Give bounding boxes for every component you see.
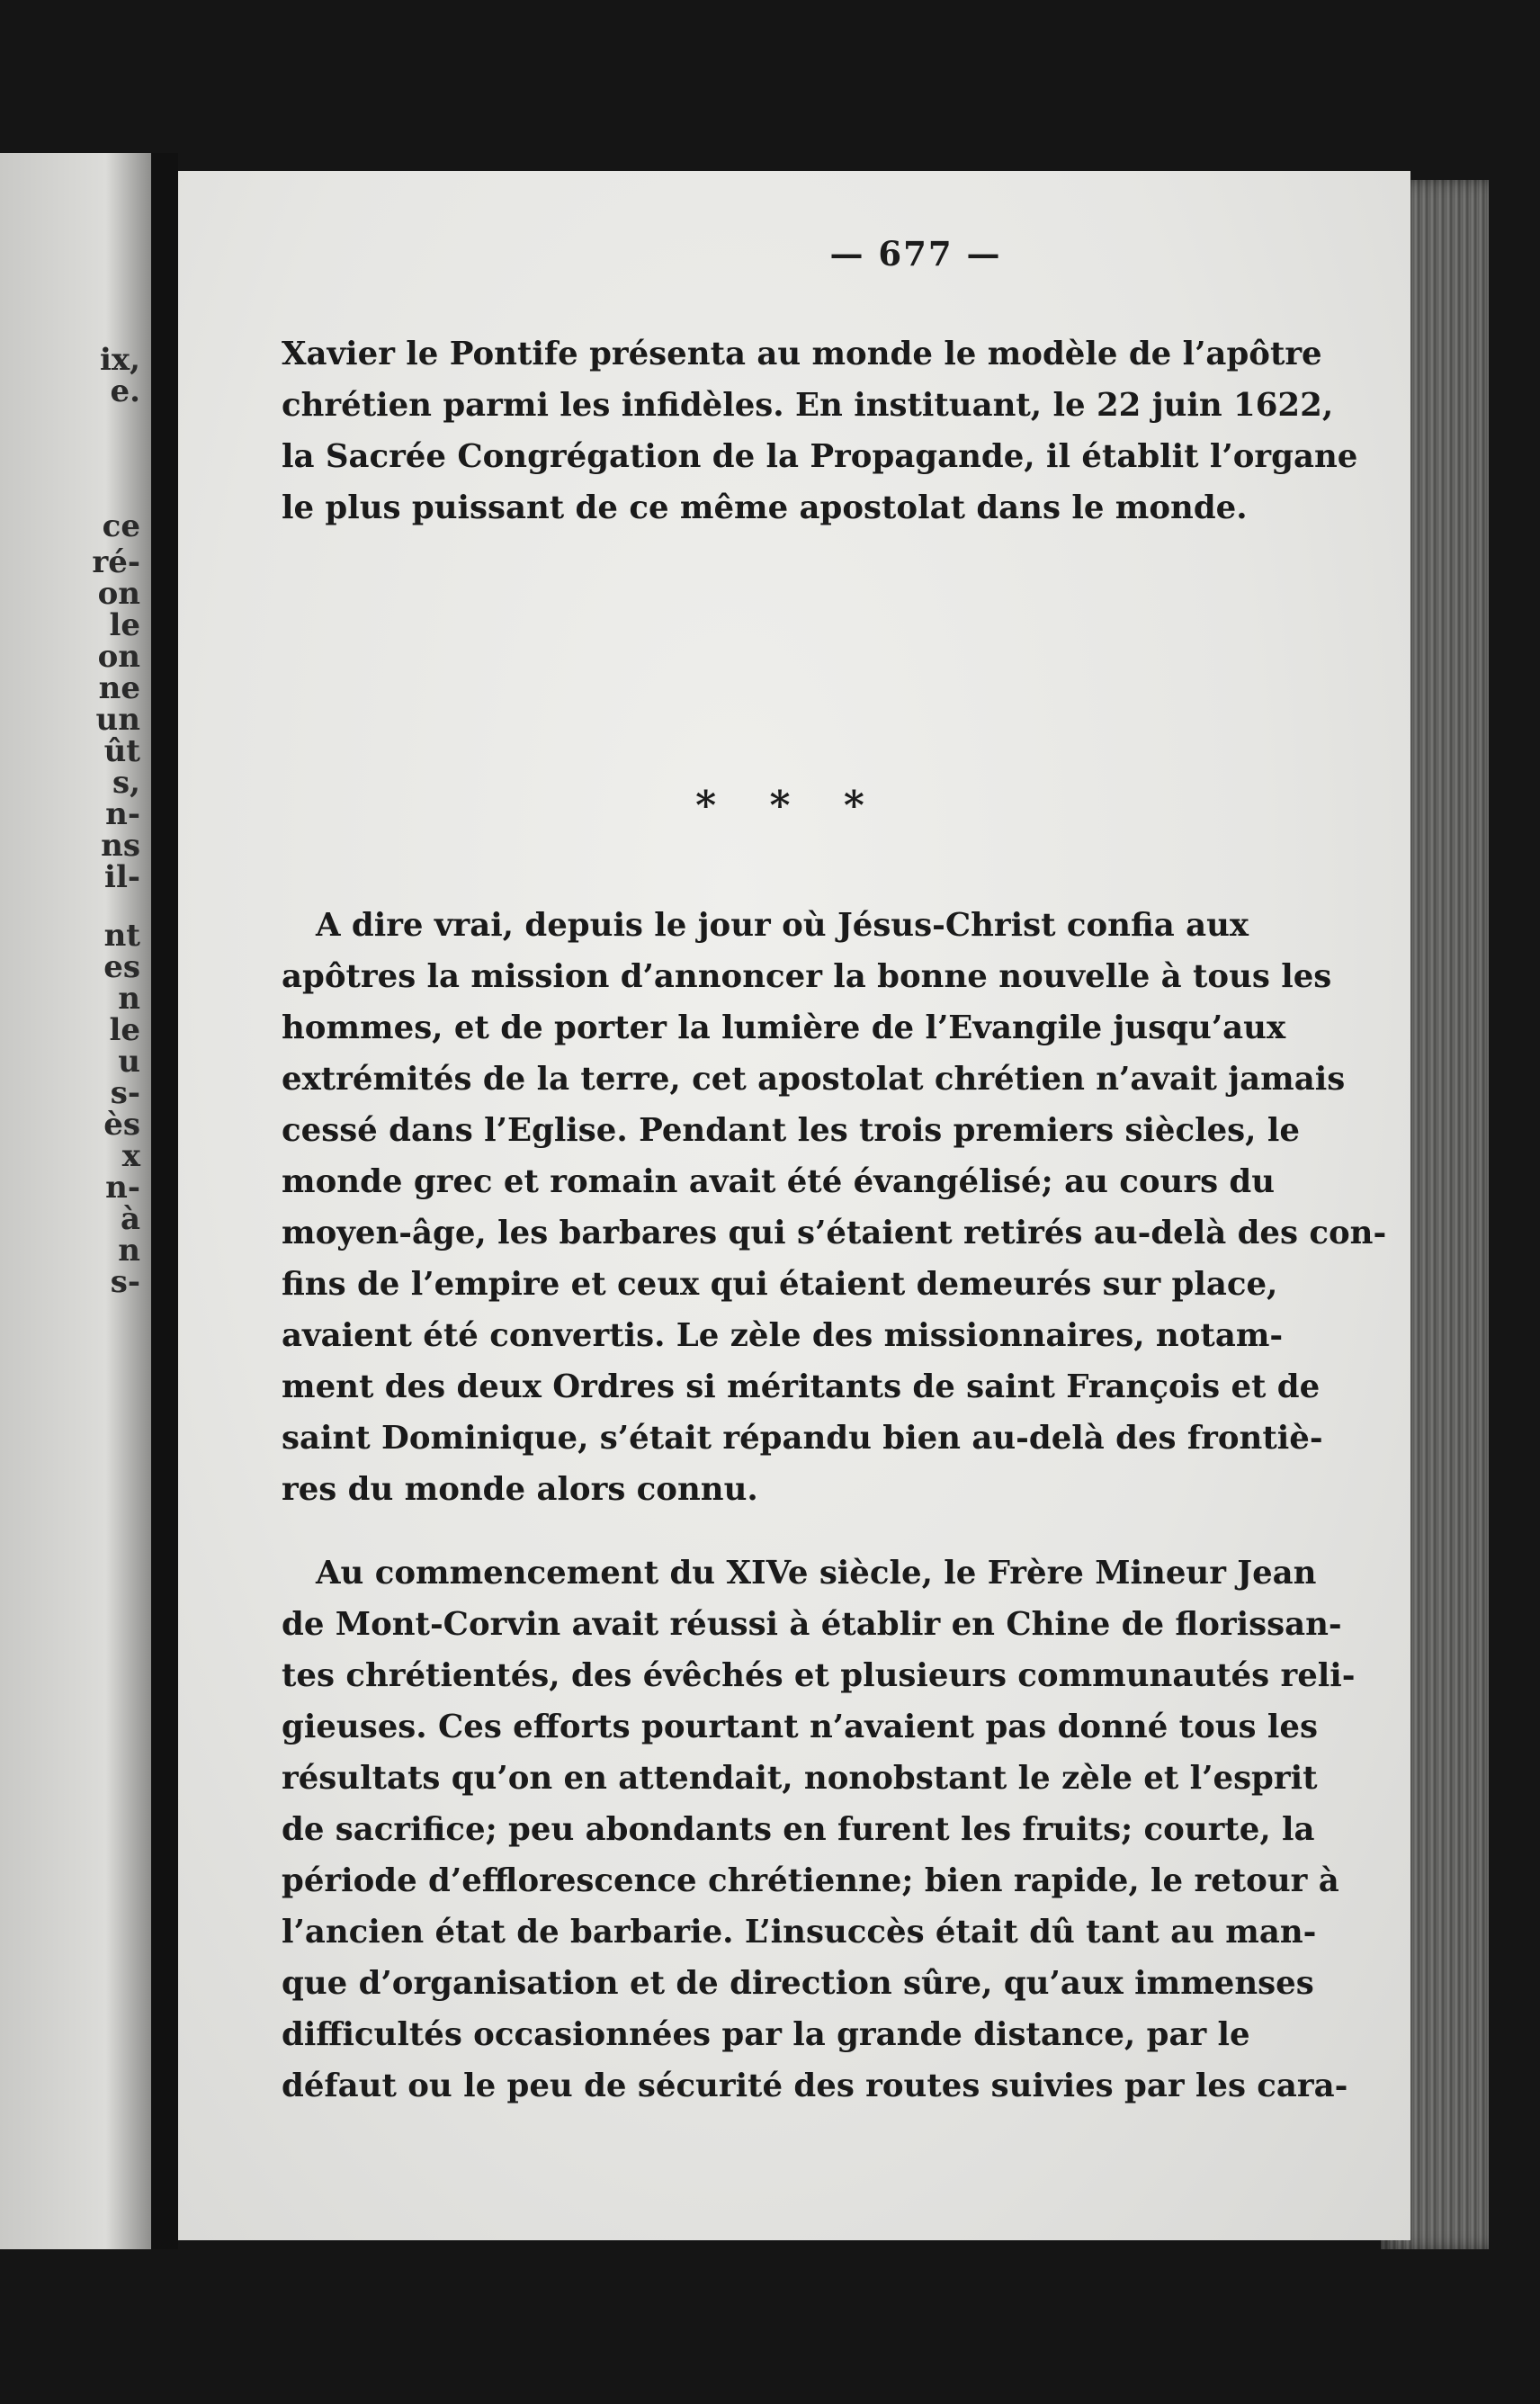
text-line: tes chrétientés, des évêchés et plusieurs communautés reli- bbox=[282, 1657, 1356, 1694]
text-line: ment des deux Ordres si méritants de saint François et de bbox=[282, 1368, 1321, 1405]
text-line: fins de l’empire et ceux qui étaient demeurés sur place, bbox=[282, 1266, 1278, 1303]
text-line: chrétien parmi les infidèles. En instituant, le 22 juin 1622, bbox=[282, 387, 1334, 424]
book-gutter bbox=[151, 153, 178, 2249]
facing-page-fragment: ix, bbox=[99, 342, 140, 378]
book-page bbox=[178, 171, 1410, 2240]
facing-page-fragment: s, bbox=[112, 765, 140, 801]
facing-page-fragment: s- bbox=[110, 1264, 140, 1300]
text-line: gieuses. Ces efforts pourtant n’avaient pas donné tous les bbox=[282, 1709, 1318, 1745]
facing-page-fragment: u bbox=[118, 1044, 140, 1080]
facing-page-fragment: ne bbox=[98, 670, 140, 706]
facing-page-fragment: n- bbox=[105, 1170, 140, 1206]
text-line: saint Dominique, s’était répandu bien au-delà des frontiè- bbox=[282, 1420, 1323, 1457]
facing-page-fragment: e. bbox=[110, 373, 140, 409]
text-line: difficultés occasionnées par la grande distance, par le bbox=[282, 2016, 1250, 2053]
facing-page-fragment: ré- bbox=[92, 544, 140, 580]
text-line: de Mont-Corvin avait réussi à établir en Chine de florissan- bbox=[282, 1606, 1342, 1643]
text-line: res du monde alors connu. bbox=[282, 1471, 758, 1508]
facing-page-fragment: ce bbox=[102, 508, 140, 544]
paragraph-2 bbox=[282, 900, 1387, 1515]
text-line: que d’organisation et de direction sûre, qu’aux immenses bbox=[282, 1965, 1314, 2002]
text-line: période d’efflorescence chrétienne; bien rapide, le retour à bbox=[282, 1862, 1339, 1899]
page-number: — 677 — bbox=[829, 234, 1002, 274]
facing-page-fragment: le bbox=[109, 607, 140, 643]
text-line: l’ancien état de barbarie. L’insuccès était dû tant au man- bbox=[282, 1914, 1317, 1951]
facing-page-fragment: un bbox=[95, 702, 140, 738]
facing-page-fragment: on bbox=[97, 576, 140, 612]
facing-page-fragment: es bbox=[103, 949, 140, 985]
facing-page-fragment: n bbox=[118, 1233, 140, 1269]
text-line: la Sacrée Congrégation de la Propagande, il établit l’organe bbox=[282, 438, 1358, 475]
facing-page-fragment: nt bbox=[103, 918, 140, 954]
facing-page-fragment: à bbox=[120, 1201, 140, 1237]
text-line: A dire vrai, depuis le jour où Jésus-Christ confia aux bbox=[316, 907, 1249, 944]
facing-page-fragment: ût bbox=[103, 733, 140, 769]
text-line: de sacrifice; peu abondants en furent les fruits; courte, la bbox=[282, 1811, 1315, 1848]
facing-page-fragment: n- bbox=[105, 796, 140, 832]
section-separator: * * * bbox=[695, 783, 884, 829]
text-line: hommes, et de porter la lumière de l’Evangile jusqu’aux bbox=[282, 1009, 1286, 1046]
facing-page-fragment: n bbox=[118, 981, 140, 1017]
facing-page-fragment: ès bbox=[103, 1107, 140, 1143]
text-line: avaient été convertis. Le zèle des missionnaires, notam- bbox=[282, 1317, 1284, 1354]
text-line: apôtres la mission d’annoncer la bonne nouvelle à tous les bbox=[282, 958, 1332, 995]
text-line: Au commencement du XIVe siècle, le Frère Mineur Jean bbox=[316, 1555, 1317, 1592]
facing-page-fragment: le bbox=[109, 1012, 140, 1048]
text-line: défaut ou le peu de sécurité des routes suivies par les cara- bbox=[282, 2068, 1348, 2104]
facing-page-fragment: il- bbox=[104, 859, 140, 895]
text-line: le plus puissant de ce même apostolat dans le monde. bbox=[282, 489, 1248, 526]
text-line: cessé dans l’Eglise. Pendant les trois premiers siècles, le bbox=[282, 1112, 1300, 1149]
text-line: extrémités de la terre, cet apostolat chrétien n’avait jamais bbox=[282, 1061, 1346, 1098]
facing-page-fragment: x bbox=[121, 1138, 140, 1174]
text-line: moyen-âge, les barbares qui s’étaient retirés au-delà des con- bbox=[282, 1215, 1387, 1251]
facing-page-fragment: s- bbox=[110, 1075, 140, 1111]
paragraph-3 bbox=[282, 1547, 1356, 2112]
left-page-edge bbox=[0, 153, 151, 2249]
text-line: monde grec et romain avait été évangélisé; au cours du bbox=[282, 1163, 1276, 1200]
facing-page-fragment: on bbox=[97, 639, 140, 675]
text-line: Xavier le Pontife présenta au monde le modèle de l’apôtre bbox=[282, 336, 1322, 372]
facing-page-fragment: ns bbox=[101, 828, 140, 864]
text-line: résultats qu’on en attendait, nonobstant le zèle et l’esprit bbox=[282, 1760, 1318, 1797]
paragraph-1 bbox=[282, 328, 1358, 534]
